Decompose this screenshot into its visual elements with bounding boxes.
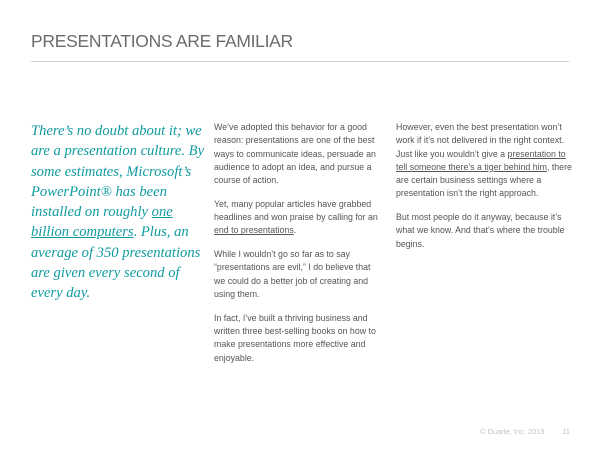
col2-paragraph-1: We’ve adopted this behavior for a good reason: presentations are one of the best ways to communicate ideas, persuade an audience to adopt an idea, and pursue a course of action. xyxy=(214,122,376,186)
col2-paragraph-4: In fact, I’ve built a thriving business and written three best-selling books on how to make presentations more effective and enjoyable. xyxy=(214,312,376,363)
page-title: PRESENTATIONS ARE FAMILIAR xyxy=(31,31,293,51)
tiger-presentation-link[interactable]: presentation to tell someone there’s a tiger behind him xyxy=(396,148,566,172)
col3-paragraph-1 xyxy=(396,121,572,201)
page-number: 11 xyxy=(562,427,570,436)
title-divider xyxy=(31,61,569,62)
col3-paragraph-1-end: , there are certain business settings where a presentation isn’t the right approach. xyxy=(396,161,572,199)
body-column-3 xyxy=(396,121,572,261)
lead-paragraph xyxy=(31,121,207,304)
page-footer xyxy=(480,427,570,436)
body-column-2 xyxy=(214,121,382,375)
col3-paragraph-2: But most people do it anyway, because it’s what we know. And that’s where the trouble begins. xyxy=(396,212,565,249)
col3-paragraph-1-text: However, even the best presentation won’t work if it’s not delivered in the right context. Just like you wouldn’t give a xyxy=(396,122,565,159)
lead-text-start: There’s no doubt about it; we are a presentation culture. By some estimates, Microsoft’s PowerPoint® has been installed on roughly xyxy=(31,123,205,221)
copyright-text: © Duarte, Inc. 2013 xyxy=(480,427,545,436)
one-billion-computers-link[interactable]: one billion computers xyxy=(31,204,173,241)
col2-paragraph-2 xyxy=(214,198,382,238)
end-to-presentations-link[interactable]: end to presentations xyxy=(214,225,294,236)
col2-paragraph-2-text: Yet, many popular articles have grabbed headlines and won praise by calling for an xyxy=(214,198,378,223)
col2-paragraph-3: While I wouldn’t go so far as to say “presentations are evil,” I do believe that we could do a better job of creating and using them. xyxy=(214,249,371,300)
col2-paragraph-2-end: . xyxy=(293,225,297,236)
lead-text-end: . Plus, an average of 350 presentations are given every second of every day. xyxy=(31,224,201,302)
